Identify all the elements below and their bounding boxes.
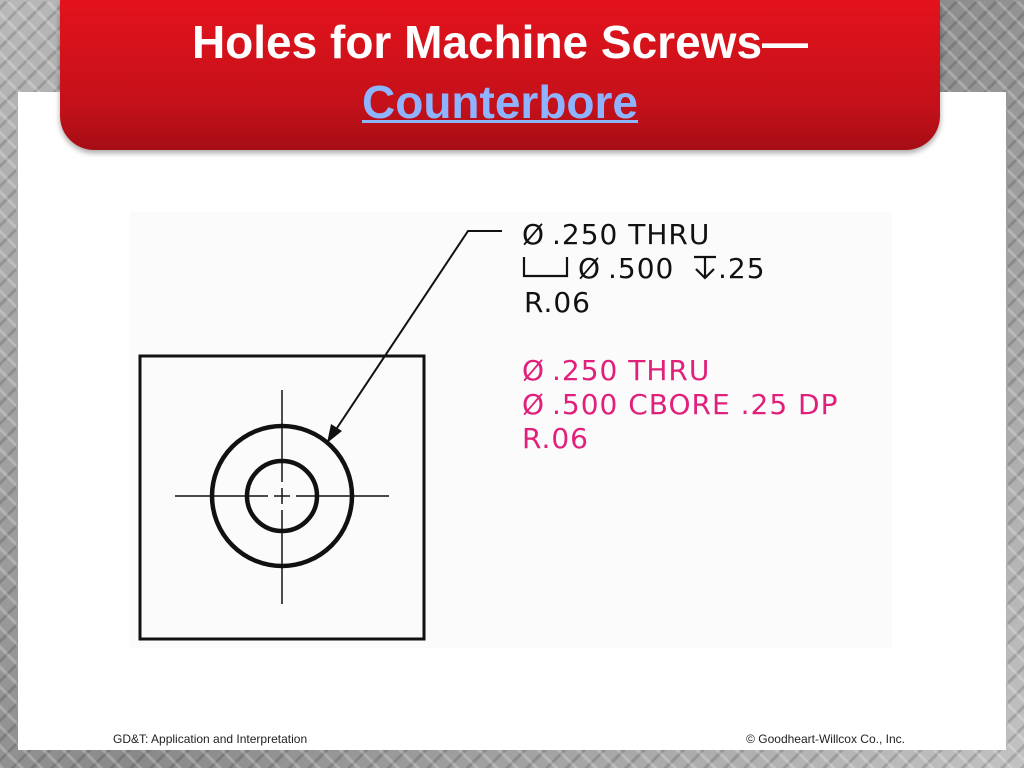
word-note-dia-2: Ø — [522, 388, 546, 421]
depth-symbol-icon — [694, 257, 716, 278]
footer-course-title: GD&T: Application and Interpretation — [113, 732, 308, 746]
word-note-radius: R.06 — [522, 422, 589, 455]
word-note-line-2: .500 CBORE .25 DP — [552, 388, 839, 421]
symbol-note-dia-1: Ø — [522, 218, 546, 251]
leader-line — [327, 231, 502, 443]
counterbore-drawing — [130, 212, 892, 648]
symbol-note-radius: R.06 — [524, 286, 591, 319]
counterbore-symbol-icon — [524, 257, 567, 276]
title-banner — [60, 0, 940, 150]
slide-title-link-line — [60, 74, 940, 130]
symbol-note — [522, 218, 766, 319]
symbol-note-dia-2: Ø — [578, 252, 602, 285]
slide-title: Holes for Machine Screws— — [191, 16, 809, 68]
drawing-svg — [130, 212, 892, 648]
symbol-note-line-1: .250 THRU — [552, 218, 711, 251]
symbol-note-cbore-dia: .500 — [608, 252, 675, 285]
word-note — [522, 354, 838, 455]
counterbore-link[interactable]: Counterbore — [362, 76, 638, 128]
leader-arrowhead — [327, 424, 342, 443]
word-note-line-1: .250 THRU — [552, 354, 711, 387]
footer-copyright: © Goodheart-Willcox Co., Inc. — [746, 732, 905, 746]
centerlines — [175, 390, 389, 604]
symbol-note-depth: .25 — [718, 252, 766, 285]
word-note-dia-1: Ø — [522, 354, 546, 387]
